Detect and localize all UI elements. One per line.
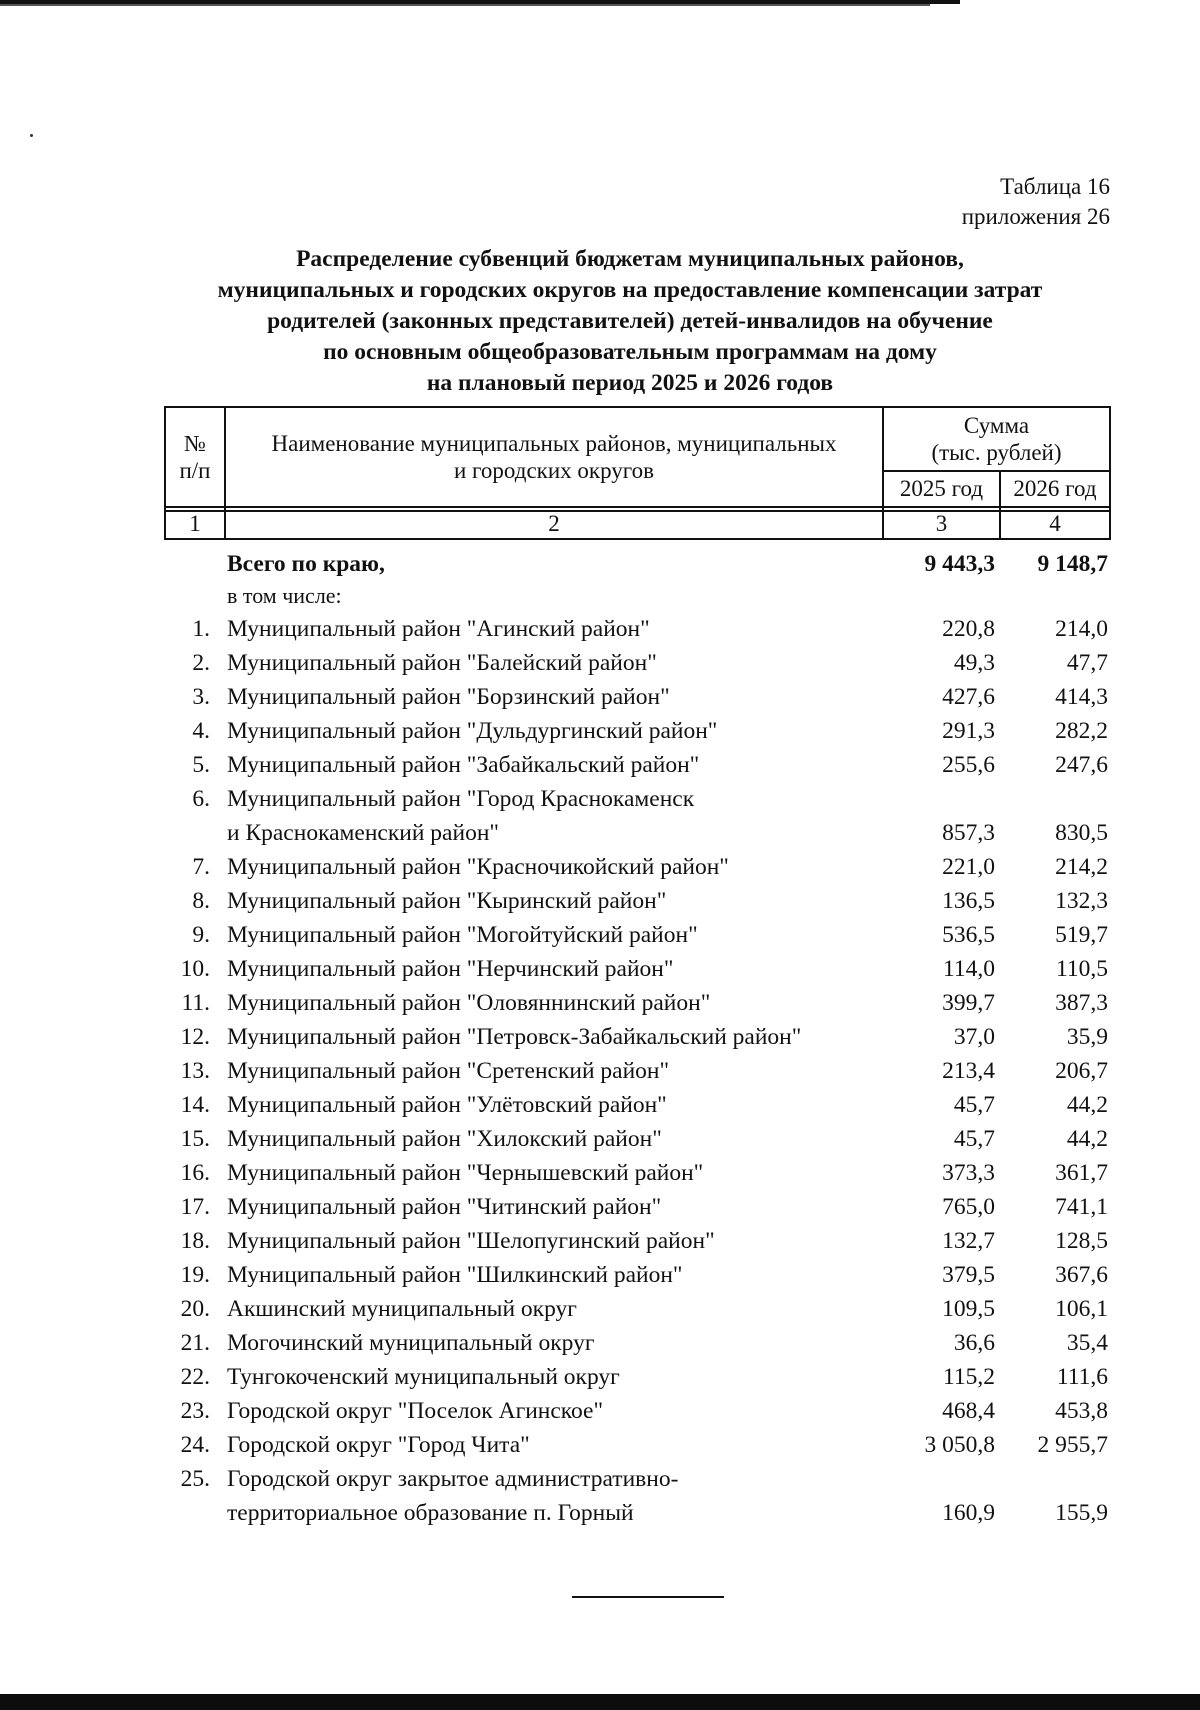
row-number: 23. xyxy=(180,1398,210,1424)
table-row xyxy=(0,1428,1200,1462)
row-number: 6. xyxy=(192,786,210,812)
row-value-2025: 3 050,8 xyxy=(924,1432,995,1458)
row-number: 19. xyxy=(180,1262,210,1288)
row-value-2025: 49,3 xyxy=(953,650,995,676)
table-row xyxy=(0,986,1200,1020)
row-value-2025: 213,4 xyxy=(942,1058,995,1084)
table-row xyxy=(0,884,1200,918)
row-name: Муниципальный район "Оловяннинский район" xyxy=(227,990,711,1016)
row-value-2026: 2 955,7 xyxy=(1037,1432,1108,1458)
row-name: Городской округ "Город Чита" xyxy=(227,1432,530,1458)
header-sum-label: Сумма xyxy=(963,413,1030,438)
row-value-2025: 536,5 xyxy=(942,922,995,948)
row-value-2026: 214,0 xyxy=(1055,616,1108,642)
table-row xyxy=(0,1088,1200,1122)
row-name: Муниципальный район "Агинский район" xyxy=(227,616,650,642)
table-row xyxy=(0,680,1200,714)
row-value-2026: 35,9 xyxy=(1066,1024,1108,1050)
row-value-2025: 857,3 xyxy=(942,820,995,846)
table-row xyxy=(0,1122,1200,1156)
caption-table-number: Таблица 16 xyxy=(1000,174,1110,199)
row-value-2025: 115,2 xyxy=(942,1364,995,1390)
row-value-2026: 453,8 xyxy=(1055,1398,1108,1424)
row-name: Муниципальный район "Сретенский район" xyxy=(227,1058,670,1084)
row-name: Муниципальный район "Красночикойский район" xyxy=(227,854,729,880)
row-number: 17. xyxy=(180,1194,210,1220)
table-row xyxy=(0,714,1200,748)
row-value-2026: 414,3 xyxy=(1055,684,1108,710)
table-row xyxy=(0,782,1200,816)
total-label: Всего по краю, xyxy=(227,551,385,577)
header-name-cell xyxy=(226,430,882,484)
table-row xyxy=(0,1394,1200,1428)
row-number: 16. xyxy=(180,1160,210,1186)
row-number: 2. xyxy=(192,650,210,676)
row-value-2025: 114,0 xyxy=(942,956,995,982)
row-name: Муниципальный район "Нерчинский район" xyxy=(227,956,674,982)
title-line: на плановый период 2025 и 2026 годов xyxy=(426,370,834,396)
row-name: Муниципальный район "Балейский район" xyxy=(227,650,657,676)
row-number: 25. xyxy=(180,1466,210,1492)
row-value-2026: 44,2 xyxy=(1066,1092,1108,1118)
row-number: 5. xyxy=(192,752,210,778)
row-number: 7. xyxy=(192,854,210,880)
row-name: Муниципальный район "Шилкинский район" xyxy=(227,1262,683,1288)
total-2026: 9 148,7 xyxy=(1037,551,1108,577)
row-value-2025: 45,7 xyxy=(953,1126,995,1152)
row-value-2026: 367,6 xyxy=(1055,1262,1108,1288)
table-header xyxy=(164,406,1111,540)
end-of-table-line xyxy=(572,1596,724,1598)
header-num-cell xyxy=(166,430,224,484)
row-value-2026: 35,4 xyxy=(1066,1330,1108,1356)
table-row-continuation xyxy=(0,816,1200,850)
row-name: Муниципальный район "Чернышевский район" xyxy=(227,1160,704,1186)
scan-top-border-shadow xyxy=(0,4,930,6)
table-row-continuation xyxy=(0,1496,1200,1530)
column-index-1: 1 xyxy=(189,511,201,536)
row-value-2026: 247,6 xyxy=(1055,752,1108,778)
scan-speck xyxy=(30,134,33,137)
header-name-line: Наименование муниципальных районов, муниципальных xyxy=(271,431,837,456)
title-line: родителей (законных представителей) детей-инвалидов на обучение xyxy=(267,308,993,334)
row-number: 20. xyxy=(180,1296,210,1322)
table-row xyxy=(0,1258,1200,1292)
row-name: Могочинский муниципальный округ xyxy=(227,1330,595,1356)
row-value-2026: 206,7 xyxy=(1055,1058,1108,1084)
table-row xyxy=(0,1020,1200,1054)
row-value-2026: 214,2 xyxy=(1055,854,1108,880)
row-number: 15. xyxy=(180,1126,210,1152)
table-caption xyxy=(962,172,1110,232)
row-value-2025: 221,0 xyxy=(942,854,995,880)
header-name-line: и городских округов xyxy=(454,458,654,483)
row-value-2025: 373,3 xyxy=(942,1160,995,1186)
row-number: 4. xyxy=(192,718,210,744)
row-value-2025: 291,3 xyxy=(942,718,995,744)
row-value-2025: 399,7 xyxy=(942,990,995,1016)
header-sum-unit: (тыс. рублей) xyxy=(931,440,1062,465)
table-row xyxy=(0,1054,1200,1088)
row-value-2026: 282,2 xyxy=(1055,718,1108,744)
row-value-2025: 160,9 xyxy=(942,1500,995,1526)
row-value-2026: 110,5 xyxy=(1055,956,1108,982)
row-value-2026: 387,3 xyxy=(1055,990,1108,1016)
row-name: Муниципальный район "Дульдургинский район" xyxy=(227,718,718,744)
document-title xyxy=(150,244,1110,399)
row-number: 18. xyxy=(180,1228,210,1254)
row-number: 13. xyxy=(180,1058,210,1084)
table-row xyxy=(0,1156,1200,1190)
total-row xyxy=(0,547,1200,581)
table-row xyxy=(0,646,1200,680)
table-row xyxy=(0,1326,1200,1360)
row-value-2026: 44,2 xyxy=(1066,1126,1108,1152)
row-name: Муниципальный район "Улётовский район" xyxy=(227,1092,667,1118)
header-num-label: п/п xyxy=(179,458,211,483)
row-name: Муниципальный район "Могойтуйский район" xyxy=(227,922,698,948)
row-value-2026: 741,1 xyxy=(1055,1194,1108,1220)
table-row xyxy=(0,748,1200,782)
header-year-2026: 2026 год xyxy=(1013,476,1097,501)
row-number: 1. xyxy=(192,616,210,642)
subheading-row xyxy=(0,579,1200,613)
row-value-2026: 155,9 xyxy=(1055,1500,1108,1526)
row-number: 22. xyxy=(180,1364,210,1390)
column-index-3: 3 xyxy=(935,511,948,536)
row-value-2026: 830,5 xyxy=(1055,820,1108,846)
row-name: Муниципальный район "Борзинский район" xyxy=(227,684,670,710)
scan-bottom-border xyxy=(0,1694,1200,1710)
header-year-2025: 2025 год xyxy=(899,476,984,501)
row-name: Городской округ закрытое административно- xyxy=(227,1466,679,1492)
row-name: Муниципальный район "Забайкальский район" xyxy=(227,752,700,778)
row-number: 24. xyxy=(180,1432,210,1458)
including-label: в том числе: xyxy=(227,583,342,608)
table-row xyxy=(0,850,1200,884)
total-2025: 9 443,3 xyxy=(924,551,995,577)
row-name: Муниципальный район "Читинский район" xyxy=(227,1194,662,1220)
table-row xyxy=(0,1190,1200,1224)
row-value-2025: 132,7 xyxy=(942,1228,995,1254)
row-value-2026: 111,6 xyxy=(1056,1364,1108,1390)
row-value-2025: 136,5 xyxy=(942,888,995,914)
row-value-2025: 765,0 xyxy=(942,1194,995,1220)
row-number: 10. xyxy=(180,956,210,982)
row-value-2026: 128,5 xyxy=(1055,1228,1108,1254)
row-name: Муниципальный район "Петровск-Забайкальский район" xyxy=(227,1024,802,1050)
row-value-2025: 109,5 xyxy=(942,1296,995,1322)
row-value-2025: 427,6 xyxy=(942,684,995,710)
column-index-2: 2 xyxy=(548,511,560,536)
row-value-2025: 220,8 xyxy=(942,616,995,642)
row-name: Муниципальный район "Кыринский район" xyxy=(227,888,667,914)
row-number: 8. xyxy=(192,888,210,914)
row-value-2025: 45,7 xyxy=(953,1092,995,1118)
row-value-2025: 255,6 xyxy=(942,752,995,778)
row-number: 21. xyxy=(180,1330,210,1356)
row-name: Муниципальный район "Город Краснокаменск xyxy=(227,786,695,812)
table-row xyxy=(0,612,1200,646)
title-line: Распределение субвенций бюджетам муниципальных районов, xyxy=(296,246,964,272)
row-value-2026: 519,7 xyxy=(1055,922,1108,948)
header-num-symbol: № xyxy=(184,431,206,456)
table-row xyxy=(0,1462,1200,1496)
row-name: Муниципальный район "Хилокский район" xyxy=(227,1126,662,1152)
row-value-2026: 106,1 xyxy=(1055,1296,1108,1322)
row-number: 14. xyxy=(180,1092,210,1118)
table-row xyxy=(0,1360,1200,1394)
header-sum-cell xyxy=(884,412,1109,466)
title-line: муниципальных и городских округов на предоставление компенсации затрат xyxy=(217,277,1043,303)
row-number: 12. xyxy=(180,1024,210,1050)
row-value-2026: 132,3 xyxy=(1055,888,1108,914)
header-divider xyxy=(882,470,1109,472)
row-name: Акшинский муниципальный округ xyxy=(227,1296,577,1322)
row-name-continuation: территориальное образование п. Горный xyxy=(227,1500,634,1526)
table-row xyxy=(0,952,1200,986)
header-divider xyxy=(166,506,1109,508)
row-name: Городской округ "Поселок Агинское" xyxy=(227,1398,604,1424)
row-number: 9. xyxy=(192,922,210,948)
table-row xyxy=(0,1224,1200,1258)
row-value-2026: 47,7 xyxy=(1066,650,1108,676)
column-index-4: 4 xyxy=(1049,511,1061,536)
row-name: Тунгокоченский муниципальный округ xyxy=(227,1364,620,1390)
row-value-2025: 379,5 xyxy=(942,1262,995,1288)
table-row xyxy=(0,1292,1200,1326)
title-line: по основным общеобразовательным программам на дому xyxy=(323,339,937,365)
caption-appendix: приложения 26 xyxy=(961,204,1110,229)
row-value-2025: 37,0 xyxy=(953,1024,995,1050)
row-number: 11. xyxy=(181,990,210,1016)
row-value-2025: 36,6 xyxy=(953,1330,995,1356)
row-name: Муниципальный район "Шелопугинский район" xyxy=(227,1228,715,1254)
table-row xyxy=(0,918,1200,952)
row-value-2025: 468,4 xyxy=(942,1398,995,1424)
row-value-2026: 361,7 xyxy=(1055,1160,1108,1186)
row-name-continuation: и Краснокаменский район" xyxy=(227,820,499,846)
row-number: 3. xyxy=(192,684,210,710)
